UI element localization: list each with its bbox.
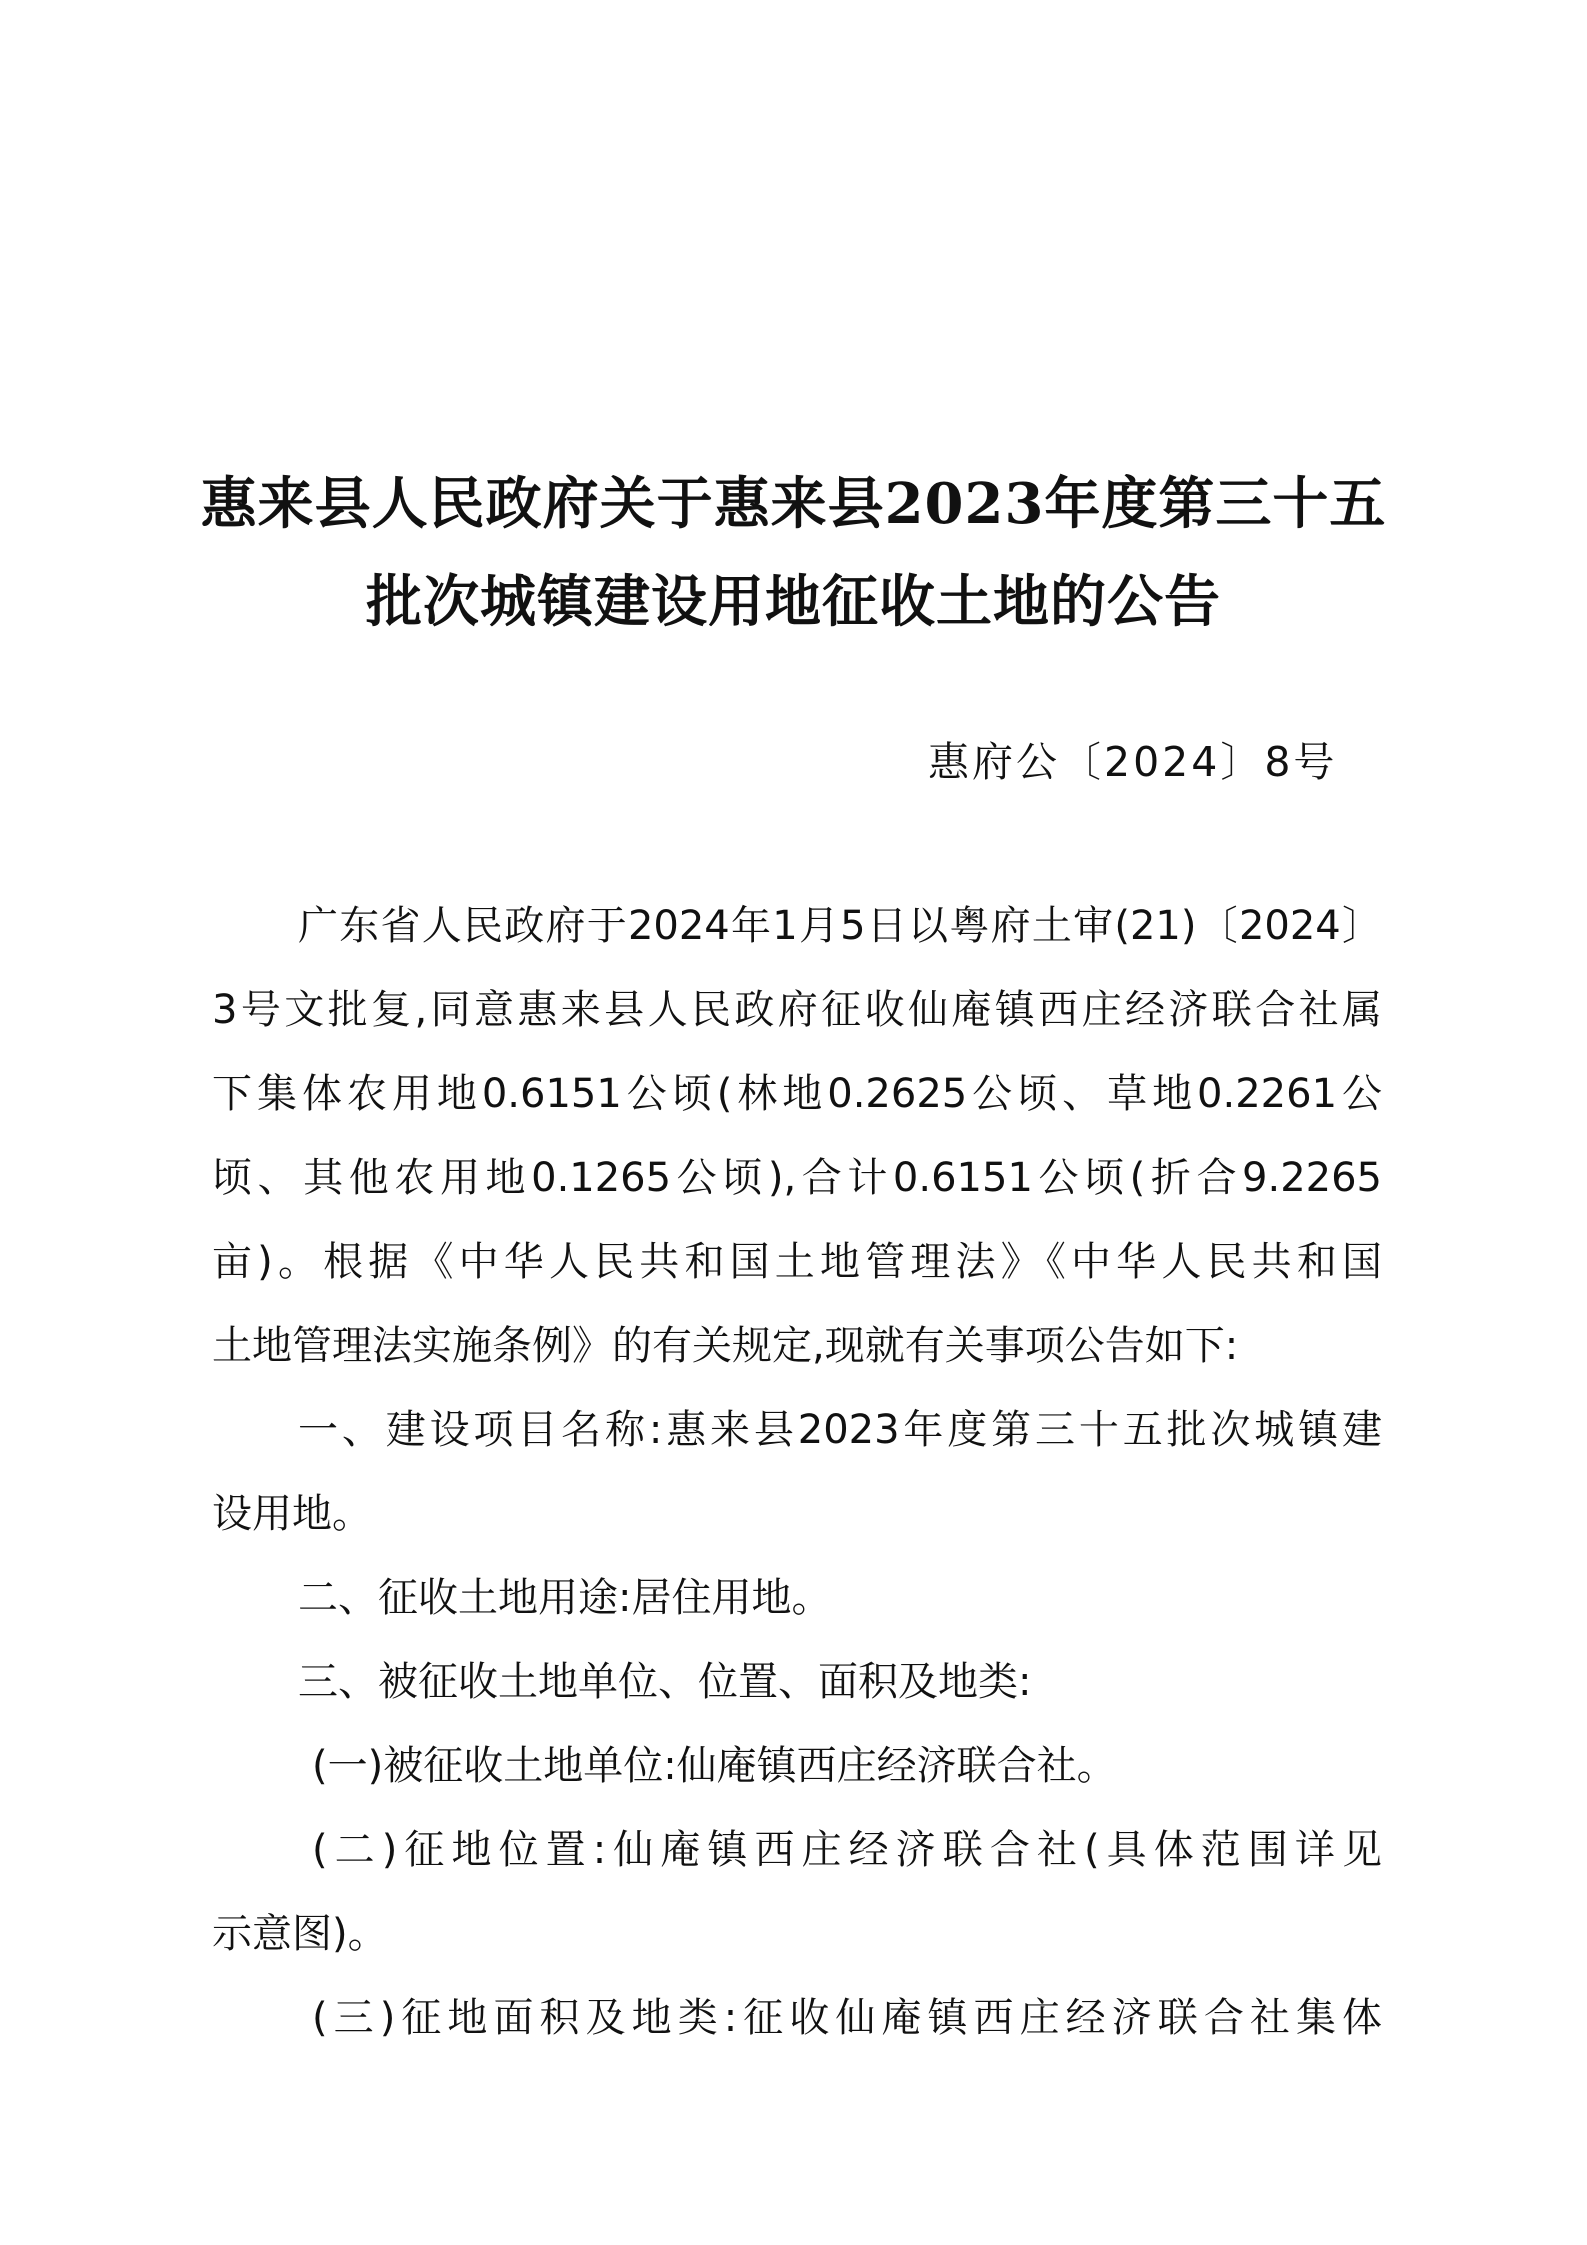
body-line: 3号文批复,同意惠来县人民政府征收仙庵镇西庄经济联合社属: [212, 987, 1382, 1033]
body-line: 下集体农用地0.6151公顷(林地0.2625公顷、草地0.2261公: [212, 1071, 1382, 1117]
body-line: 三、被征收土地单位、位置、面积及地类:: [298, 1659, 1032, 1705]
body-line: (二)征地位置:仙庵镇西庄经济联合社(具体范围详见: [312, 1827, 1382, 1873]
document-body: [212, 884, 1382, 2060]
body-line: (一)被征收土地单位:仙庵镇西庄经济联合社。: [312, 1743, 1117, 1789]
body-line: 示意图)。: [212, 1911, 388, 1957]
body-line: 设用地。: [212, 1491, 372, 1537]
body-line: 一、建设项目名称:惠来县2023年度第三十五批次城镇建: [298, 1407, 1382, 1453]
body-line: 广东省人民政府于2024年1月5日以粤府土审(21)〔2024〕: [298, 903, 1382, 949]
title-line-2: 批次城镇建设用地征收土地的公告: [366, 569, 1221, 635]
document-number: 惠府公〔2024〕8号: [928, 738, 1338, 786]
body-line: 二、征收土地用途:居住用地。: [298, 1575, 832, 1621]
body-line: (三)征地面积及地类:征收仙庵镇西庄经济联合社集体: [312, 1995, 1382, 2041]
body-line: 顷、其他农用地0.1265公顷),合计0.6151公顷(折合9.2265: [212, 1155, 1382, 1201]
body-line: 土地管理法实施条例》的有关规定,现就有关事项公告如下:: [212, 1323, 1239, 1369]
title-line-1: 惠来县人民政府关于惠来县2023年度第三十五: [200, 471, 1387, 537]
document-title: [160, 455, 1427, 651]
body-line: 亩)。根据《中华人民共和国土地管理法》《中华人民共和国: [212, 1239, 1382, 1285]
